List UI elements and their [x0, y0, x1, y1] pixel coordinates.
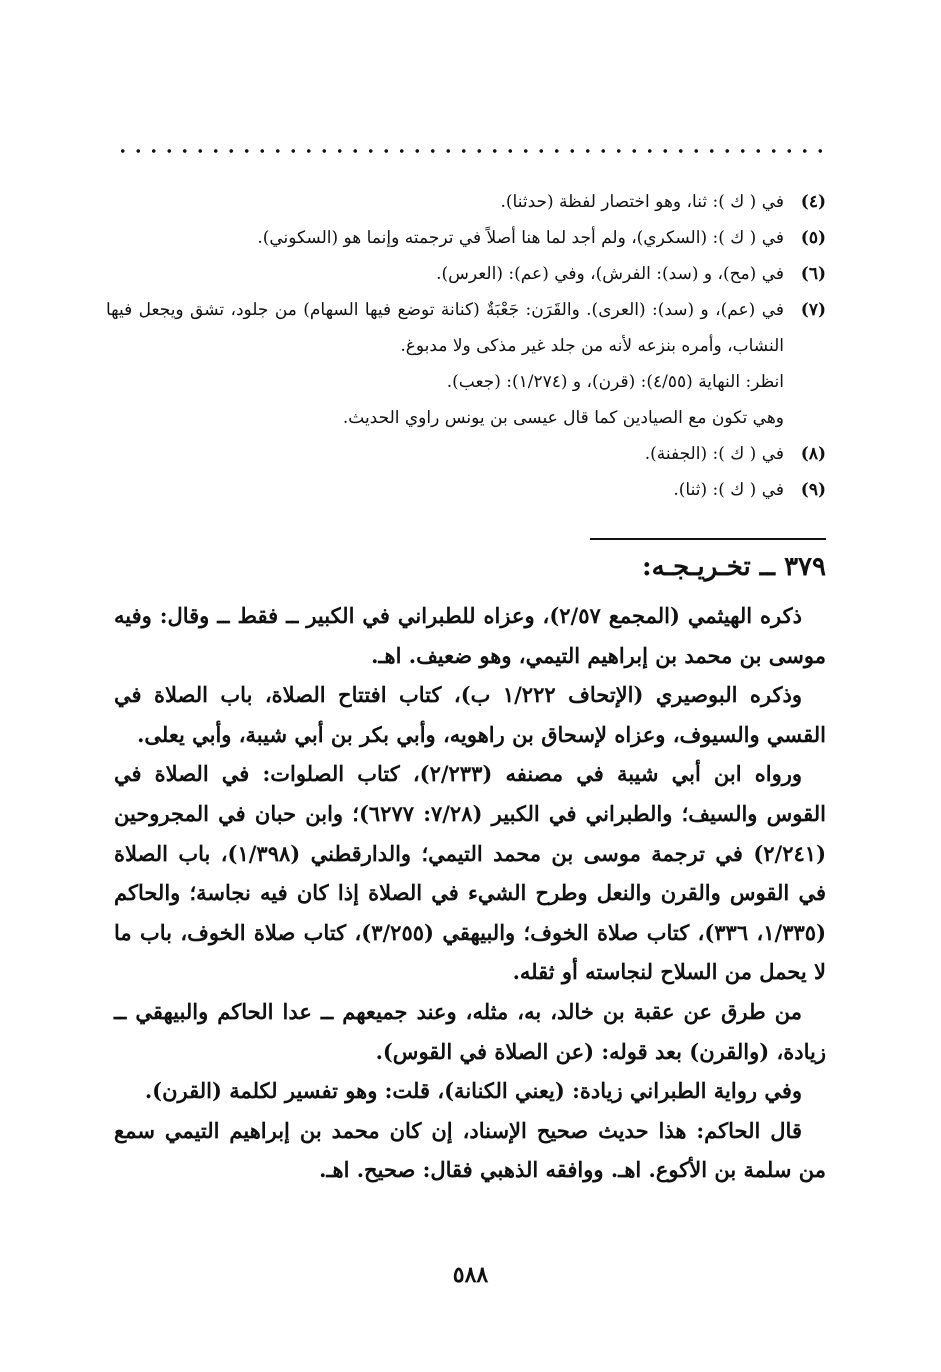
section-heading: ٣٧٩ ــ تخـريـجـه:	[641, 552, 826, 582]
section-body	[114, 596, 826, 1190]
footnote-5	[106, 220, 826, 256]
footnote-number: (٨)	[800, 444, 826, 464]
paragraph: من طرق عن عقبة بن خالد، به، مثله، وعند جميعهم ــ عدا الحاكم والبيهقي ــ زيادة، (والقرن) بعد قوله: (عن الصلاة في القوس).	[114, 998, 826, 1064]
footnote-8	[106, 436, 826, 472]
footnote-number: (٤)	[800, 192, 826, 212]
page-number: ٥٨٨	[452, 1262, 489, 1288]
footnote-7-reference	[106, 364, 826, 400]
footnote-7	[106, 292, 826, 364]
footnote-text: في ( ك ): ثنا، وهو اختصار لفظة (حدثنا).	[500, 192, 784, 212]
paragraph: وذكره البوصيري (الإتحاف ١/٢٢٢ ب)، كتاب افتتاح الصلاة، باب الصلاة في القسي والسيوف، وعزاه لإسحاق بن راهويه، وأبي بكر بن أبي شيبة، وأبي يعلى.	[114, 682, 826, 747]
footnote-text: في ( ك ): (ثنا).	[673, 480, 784, 500]
footnote-7-note	[106, 400, 826, 436]
footnote-text: في (عم)، و (سد): (العرى). والقَرَن: جَعْبَةٌ (كنانة توضع فيها السهام) من جلود، تشق ويجعل فيها النشاب، وأمره بنزعه لأنه من جلد غير مذكى ولا مدبوغ.	[106, 300, 784, 356]
footnote-text: في ( ك ): (السكري)، ولم أجد لما هنا أصلاً في ترجمته وإنما هو (السكوني).	[257, 228, 784, 248]
paragraph: ورواه ابن أبي شيبة في مصنفه (٢/٢٣٣)، كتاب الصلوات: في الصلاة في القوس والسيف؛ والطبراني في الكبير (٧/٢٨: ٦٢٧٧)؛ وابن حبان في المجروحين (٢/٢٤١) في ترجمة موسى بن محمد التيمي؛ والدارقطني (١/٣٩٨)، باب الصلاة في القوس والقرن والنعل وطرح الشيء في الصلاة إذا كان فيه نجاسة؛ والحاكم (١/٣٣٥، ٣٣٦)، كتاب صلاة الخوف؛ والبيهقي (٣/٢٥٥)، كتاب صلاة الخوف، باب ما لا يحمل من السلاح لنجاسته أو ثقله.	[114, 761, 827, 985]
paragraph: قال الحاكم: هذا حديث صحيح الإسناد، إن كان محمد بن إبراهيم التيمي سمع من سلمة بن الأكوع. اهـ. ووافقه الذهبي فقال: صحيح. اهـ.	[114, 1117, 826, 1183]
footnote-separator-dotted-rule	[115, 147, 827, 155]
footnote-text: وهي تكون مع الصيادين كما قال عيسى بن يونس راوي الحديث.	[342, 408, 784, 428]
footnote-9	[106, 472, 826, 508]
footnote-4	[106, 184, 826, 220]
footnote-text: في ( ك ): (الجفنة).	[644, 444, 784, 464]
footnote-text: في (مح)، و (سد): الفرش)، وفي (عم): (العرس).	[436, 264, 784, 284]
footnote-6	[106, 256, 826, 292]
paragraph: ذكره الهيثمي (المجمع ٢/٥٧)، وعزاه للطبراني في الكبير ــ فقط ــ وقال: وفيه موسى بن محمد بن إبراهيم التيمي، وهو ضعيف. اهـ.	[114, 603, 826, 668]
footnote-number: (٩)	[800, 480, 826, 500]
footnote-number: (٦)	[800, 264, 826, 284]
paragraph: وفي رواية الطبراني زيادة: (يعني الكنانة)، قلت: وهو تفسير لكلمة (القرن).	[144, 1078, 802, 1104]
section-separator-rule	[590, 538, 826, 540]
footnote-number: (٧)	[800, 300, 826, 320]
footnote-number: (٥)	[800, 228, 826, 248]
footnote-text: انظر: النهاية (٤/٥٥): (قرن)، و (١/٢٧٤): (جعب).	[446, 372, 784, 392]
footnotes-block	[106, 184, 826, 508]
